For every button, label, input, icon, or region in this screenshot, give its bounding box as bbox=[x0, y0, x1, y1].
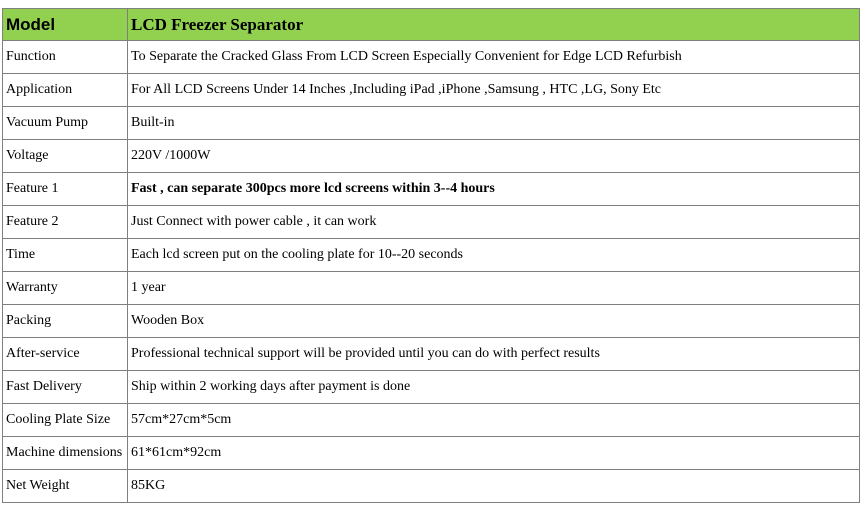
row-label: Machine dimensions bbox=[3, 437, 128, 470]
table-row-feature-2 bbox=[3, 206, 860, 239]
row-label: Warranty bbox=[3, 272, 128, 305]
row-label: Application bbox=[3, 74, 128, 107]
table-row-feature-1 bbox=[3, 173, 860, 206]
header-row bbox=[3, 9, 860, 41]
row-label: Feature 2 bbox=[3, 206, 128, 239]
row-label: Packing bbox=[3, 305, 128, 338]
table-row-cooling-plate-size bbox=[3, 404, 860, 437]
row-label: Net Weight bbox=[3, 470, 128, 503]
row-value: 61*61cm*92cm bbox=[128, 437, 860, 470]
row-label: Vacuum Pump bbox=[3, 107, 128, 140]
row-value: 85KG bbox=[128, 470, 860, 503]
row-value: Professional technical support will be provided until you can do with perfect results bbox=[128, 338, 860, 371]
row-value: Wooden Box bbox=[128, 305, 860, 338]
table-row-net-weight bbox=[3, 470, 860, 503]
row-value: 57cm*27cm*5cm bbox=[128, 404, 860, 437]
row-label: Voltage bbox=[3, 140, 128, 173]
row-label: Function bbox=[3, 41, 128, 74]
header-value: LCD Freezer Separator bbox=[128, 9, 860, 41]
table-row-voltage bbox=[3, 140, 860, 173]
row-label: Fast Delivery bbox=[3, 371, 128, 404]
row-value: Fast , can separate 300pcs more lcd screens within 3--4 hours bbox=[128, 173, 860, 206]
row-value: For All LCD Screens Under 14 Inches ,Including iPad ,iPhone ,Samsung , HTC ,LG, Sony Etc bbox=[128, 74, 860, 107]
spec-table bbox=[2, 8, 860, 503]
table-row-time bbox=[3, 239, 860, 272]
row-value: 220V /1000W bbox=[128, 140, 860, 173]
table-row-fast-delivery bbox=[3, 371, 860, 404]
row-value: Ship within 2 working days after payment is done bbox=[128, 371, 860, 404]
row-value: To Separate the Cracked Glass From LCD Screen Especially Convenient for Edge LCD Refurbish bbox=[128, 41, 860, 74]
table-row-vacuum-pump bbox=[3, 107, 860, 140]
row-label: Cooling Plate Size bbox=[3, 404, 128, 437]
header-label: Model bbox=[3, 9, 128, 41]
table-row-machine-dimensions bbox=[3, 437, 860, 470]
table-row-packing bbox=[3, 305, 860, 338]
row-value: 1 year bbox=[128, 272, 860, 305]
table-row-function bbox=[3, 41, 860, 74]
row-value: Built-in bbox=[128, 107, 860, 140]
table-row-warranty bbox=[3, 272, 860, 305]
row-label: Time bbox=[3, 239, 128, 272]
row-label: After-service bbox=[3, 338, 128, 371]
table-row-application bbox=[3, 74, 860, 107]
table-row-after-service bbox=[3, 338, 860, 371]
row-value: Each lcd screen put on the cooling plate for 10--20 seconds bbox=[128, 239, 860, 272]
row-label: Feature 1 bbox=[3, 173, 128, 206]
row-value: Just Connect with power cable , it can work bbox=[128, 206, 860, 239]
